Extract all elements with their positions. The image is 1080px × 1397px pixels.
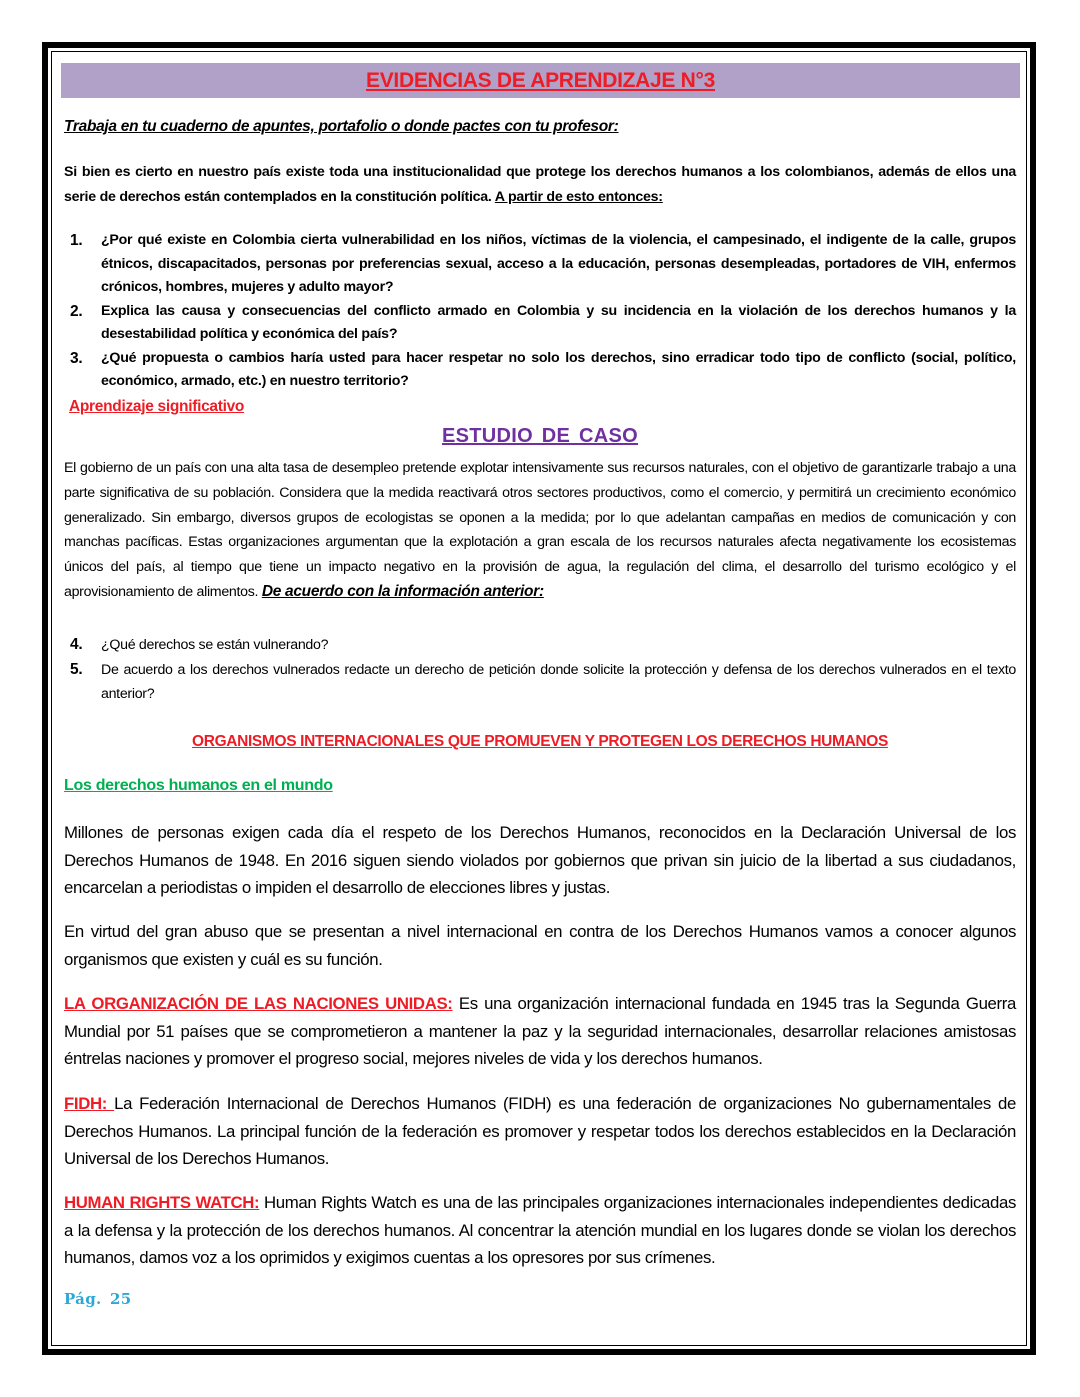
question-number: 1. [70,232,83,249]
organism-label: FIDH: [64,1094,115,1113]
question-text: De acuerdo a los derechos vulnerados redacte un derecho de petición donde solicite la protección y defensa de los derechos vulnerados en el texto anterior? [101,662,1016,702]
case-study-body: El gobierno de un país con una alta tasa de desempleo pretende explotar intensivamente sus recursos naturales, con el objetivo de garantizarle trabajo a una parte significativa de su población. Considera que la medida reactivará otros sectores productivos, como el comercio, y permitirá un crecimiento económico generalizado. Sin embargo, diversos grupos de ecologistas se oponen a la medida; por lo que adelantan campañas en medios de comunicación y con manchas pacíficas. Estas organizaciones argumentan que la explotación a gran escala de los recursos naturales afecta negativamente los ecosistemas únicos del país, al tiempo que tiene un impacto negativo en la provisión de agua, la regulación del clima, el desarrollo del turismo ecológico y el aprovisionamiento de alimentos. [64,460,1016,600]
instructions: Trabaja en tu cuaderno de apuntes, portafolio o donde pactes con tu profesor: [64,118,619,135]
case-study-title: ESTUDIO DE CASO [441,425,639,447]
question-text: ¿Qué derechos se están vulnerando? [101,637,329,653]
question-item [64,658,1016,706]
question-list-part2 [64,633,1016,706]
organism-label: HUMAN RIGHTS WATCH: [64,1193,260,1212]
question-item [64,347,1016,394]
organism-entry-un [64,990,1016,1073]
intro-lead: A partir de esto entonces: [494,189,663,205]
organisms-subtitle: Los derechos humanos en el mundo [64,777,333,794]
intro-text: Si bien es cierto en nuestro país existe toda una institucionalidad que protege los derechos humanos a los colombianos, además de ellos una serie de derechos están contemplados en la constitución política. [64,164,1016,205]
question-list-part1 [64,229,1016,394]
organism-entry-fidh [64,1090,1016,1173]
question-item [64,229,1016,300]
aprendizaje-label: Aprendizaje significativo [69,398,245,415]
page-number: Pág. 25 [64,1290,132,1308]
question-text: ¿Qué propuesta o cambios haría usted para hacer respetar no solo los derechos, sino erradicar todo tipo de conflicto (social, político, económico, armado, etc.) en nuestro territorio? [101,349,1016,389]
organism-text: La Federación Internacional de Derechos Humanos (FIDH) es una federación de organizaciones No gubernamentales de Derechos Humanos. La principal función de la federación es promover y respetar todos los derechos establecidos en la Declaración Universal de los Derechos Humanos. [64,1094,1016,1168]
organism-text: Es una organización internacional fundada en 1945 tras la Segunda Guerra Mundial por 51 países que se comprometieron a mantener la paz y la seguridad internacionales, desarrollar relaciones amistosas éntrelas naciones y promover el progreso social, mejores niveles de vida y los derechos humanos. [64,994,1016,1068]
intro-paragraph [64,160,1016,210]
question-text: ¿Por qué existe en Colombia cierta vulnerabilidad en los niños, víctimas de la violencia, el campesinado, el indigente de la calle, grupos étnicos, discapacitados, personas por preferencias sexual, acceso a la educación, personas desempleadas, portadores de VIH, enfermos crónicos, hombres, mujeres y adulto mayor? [101,232,1016,295]
organisms-paragraph-1: Millones de personas exigen cada día el respeto de los Derechos Humanos, reconocidos en la Declaración Universal de los Derechos Humanos de 1948. En 2016 siguen siendo violados por gobiernos que privan sin juicio de la libertad a sus ciudadanos, encarcelan a periodistas o impiden el desarrollo de elecciones libres y justas. [64,823,1016,897]
question-number: 3. [70,349,83,367]
case-study-lead: De acuerdo con la información anterior: [261,582,544,600]
question-item [64,633,1016,657]
question-number: 4. [70,636,83,653]
page-title: EVIDENCIAS DE APRENDIZAJE N°3 [61,63,1020,98]
organisms-title: ORGANISMOS INTERNACIONALES QUE PROMUEVEN Y PROTEGEN LOS DERECHOS HUMANOS [192,733,888,750]
question-number: 2. [70,302,83,320]
organism-entry-hrw [64,1189,1016,1272]
organisms-paragraph-2: En virtud del gran abuso que se presentan a nivel internacional en contra de los Derechos Humanos vamos a conocer algunos organismos que existen y cuál es su función. [64,922,1016,969]
question-text: Explica las causa y consecuencias del conflicto armado en Colombia y su incidencia en la violación de los derechos humanos y la desestabilidad política y económica del país? [101,302,1016,342]
question-item [64,300,1016,347]
organism-label: LA ORGANIZACIÓN DE LAS NACIONES UNIDAS: [64,994,453,1013]
question-number: 5. [70,661,83,678]
case-study-text [64,456,1016,605]
organism-text: Human Rights Watch es una de las principales organizaciones internacionales independientes dedicadas a la defensa y la protección de los derechos humanos. Al concentrar la atención mundial en los lugares donde se violan los derechos humanos, damos voz a los oprimidos y exigimos cuentas a los opresores por sus crímenes. [64,1193,1016,1267]
